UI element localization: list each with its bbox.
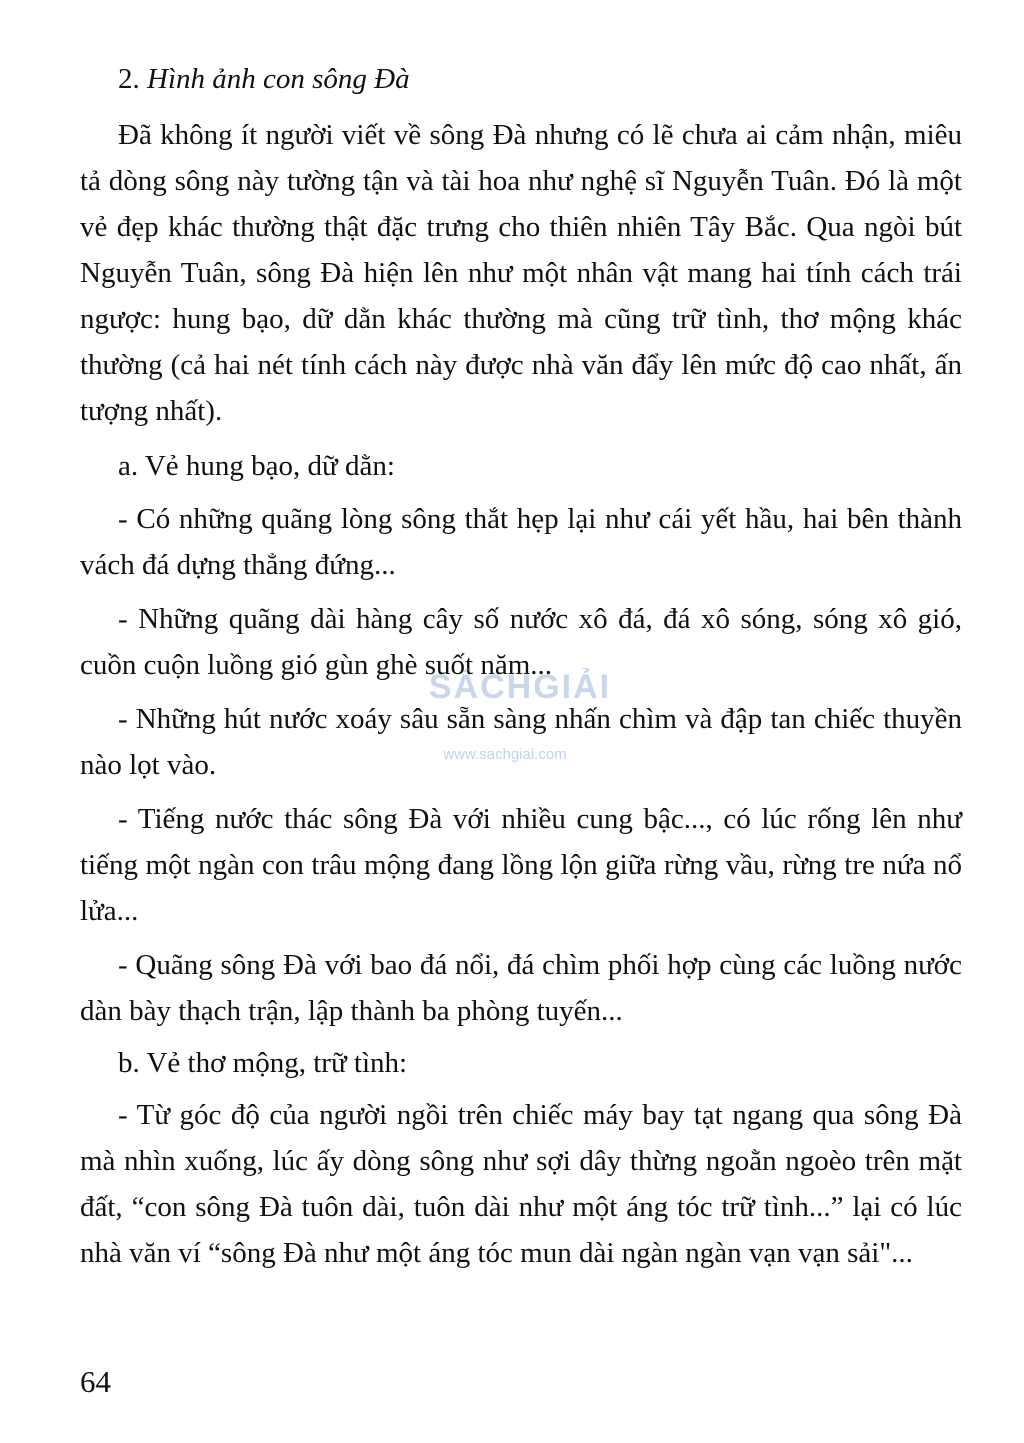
- section-title: [118, 56, 410, 102]
- subheading-a: a. Vẻ hung bạo, dữ dằn:: [118, 450, 395, 482]
- watermark-url: www.sachgiai.com: [443, 746, 567, 763]
- paragraph-a1: - Có những quãng lòng sông thắt hẹp lại như cái yết hầu, hai bên thành vách đá dựng thẳng đứng...: [80, 503, 962, 581]
- page-number: 64: [80, 1364, 111, 1399]
- section-title-text: Hình ảnh con sông Đà: [147, 63, 410, 95]
- intro-paragraph: Đã không ít người viết về sông Đà nhưng có lẽ chưa ai cảm nhận, miêu tả dòng sông này tường tận và tài hoa như nghệ sĩ Nguyễn Tuân. Đó là một vẻ đẹp khác thường thật đặc trưng cho thiên nhiên Tây Bắc. Qua ngòi bút Nguyễn Tuân, sông Đà hiện lên như một nhân vật mang hai tính cách trái ngược: hung bạo, dữ dằn khác thường mà cũng trữ tình, thơ mộng khác thường (cả hai nét tính cách này được nhà văn đẩy lên mức độ cao nhất, ấn tượng nhất).: [80, 119, 962, 427]
- paragraph-a2: - Những quãng dài hàng cây số nước xô đá, đá xô sóng, sóng xô gió, cuồn cuộn luồng gió gùn ghè suốt năm...: [80, 603, 962, 681]
- paragraph-a3: - Những hút nước xoáy sâu sẵn sàng nhấn chìm và đập tan chiếc thuyền nào lọt vào.: [80, 703, 962, 781]
- paragraph-a5: - Quãng sông Đà với bao đá nổi, đá chìm phối hợp cùng các luồng nước dàn bày thạch trận, lập thành ba phòng tuyến...: [80, 949, 962, 1027]
- watermark-logo: SÁCHGIẢI: [428, 668, 612, 706]
- paragraph-b1: - Từ góc độ của người ngồi trên chiếc máy bay tạt ngang qua sông Đà mà nhìn xuống, lúc ấy dòng sông như sợi dây thừng ngoằn ngoèo trên mặt đất, “con sông Đà tuôn dài, tuôn dài như một áng tóc trữ tình...” lại có lúc nhà văn ví “sông Đà như một áng tóc mun dài ngàn ngàn vạn vạn sải"...: [80, 1099, 962, 1269]
- section-number: 2.: [118, 63, 140, 95]
- paragraph-a4: - Tiếng nước thác sông Đà với nhiều cung bậc..., có lúc rống lên như tiếng một ngàn con trâu mộng đang lồng lộn giữa rừng vầu, rừng tre nứa nổ lửa...: [80, 803, 962, 927]
- subheading-b: b. Vẻ thơ mộng, trữ tình:: [118, 1047, 408, 1079]
